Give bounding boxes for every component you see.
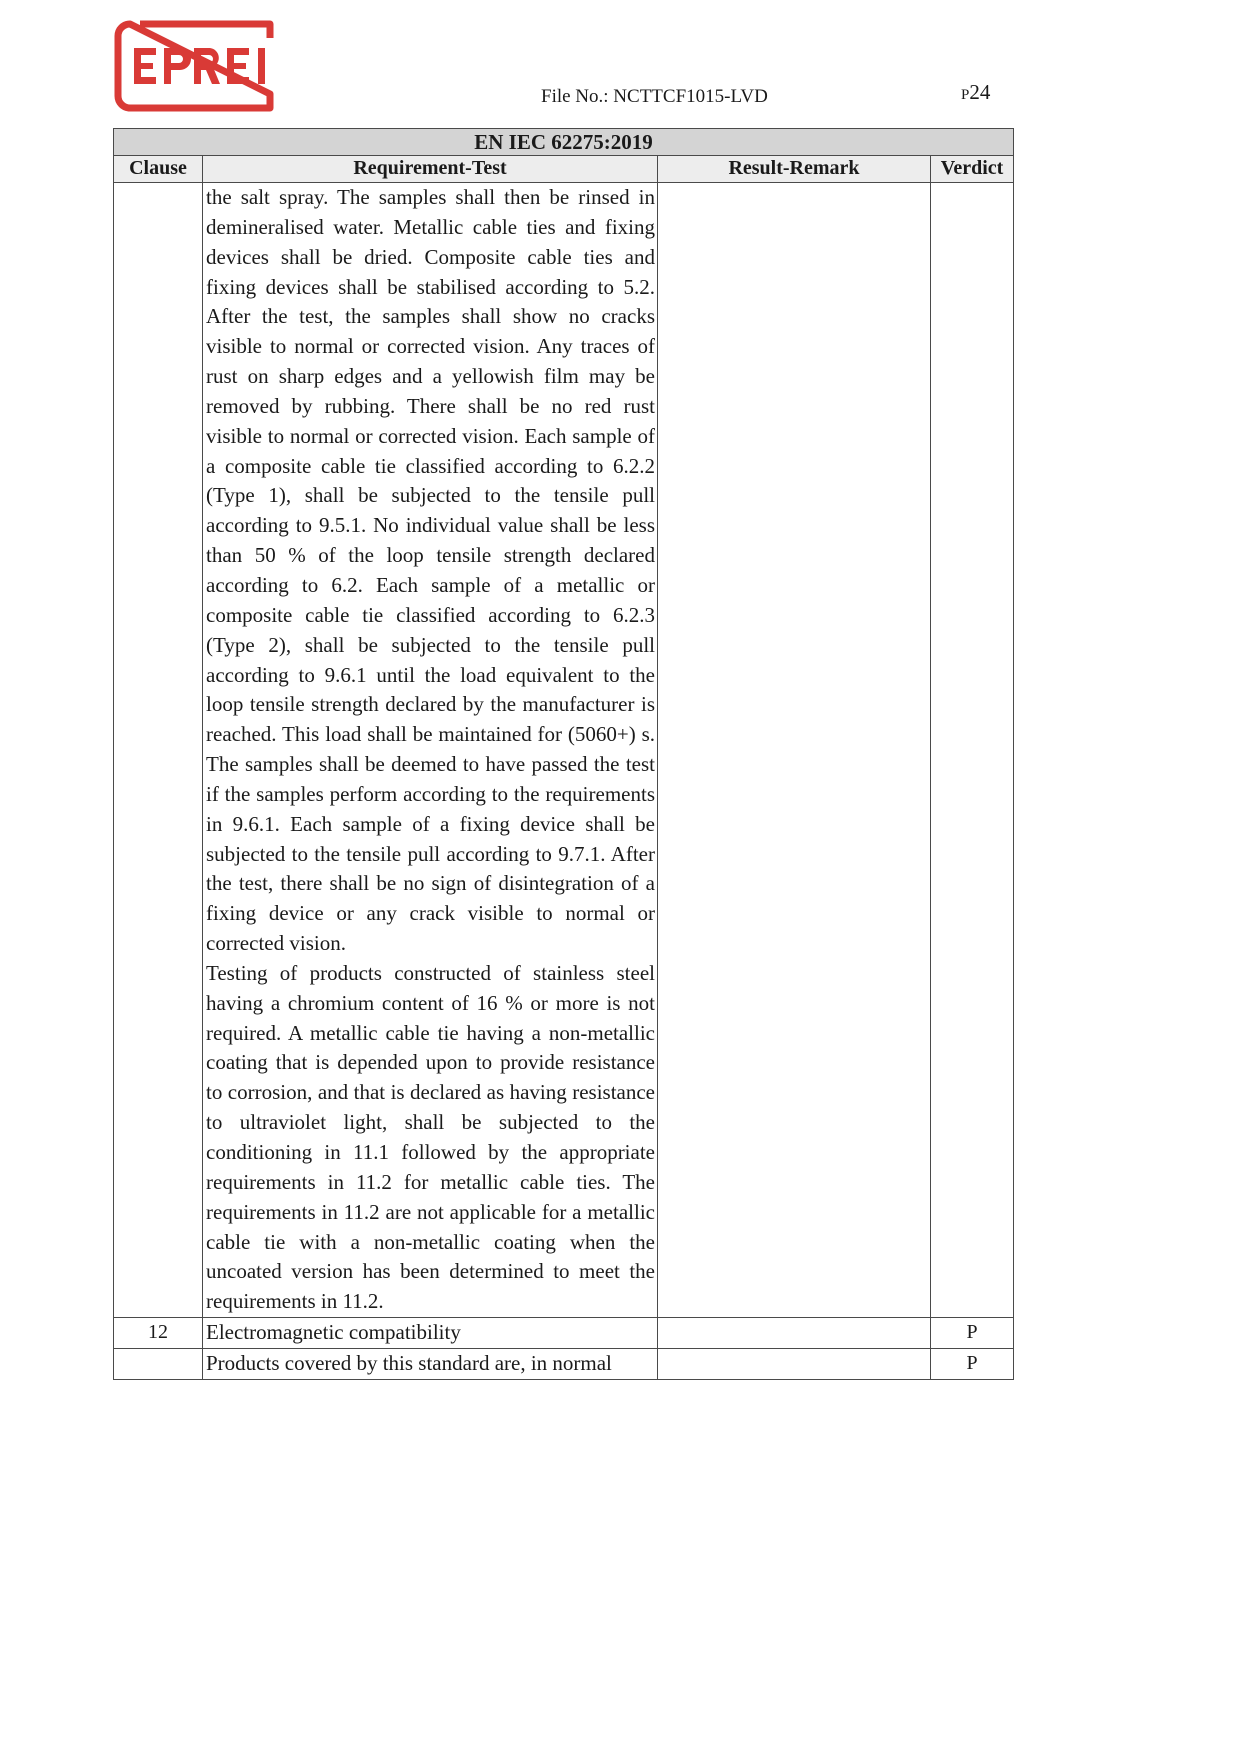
table-row [114, 1348, 1014, 1379]
column-header-clause: Clause [114, 156, 203, 183]
result-cell [658, 1318, 931, 1349]
page-number-value: 24 [969, 80, 991, 104]
requirement-cell [203, 183, 658, 1318]
result-cell [658, 183, 931, 1318]
standard-row [114, 129, 1014, 156]
column-header-row [114, 156, 1014, 183]
verdict-cell: P [931, 1348, 1014, 1379]
page-number [961, 80, 990, 105]
clause-cell [114, 1348, 203, 1379]
verdict-cell: P [931, 1318, 1014, 1349]
clause-cell [114, 183, 203, 1318]
page-prefix: P [961, 87, 970, 103]
verdict-cell [931, 183, 1014, 1318]
file-number: File No.: NCTTCF1015-LVD [541, 86, 768, 107]
requirement-paragraph: Testing of products constructed of stainless steel having a chromium content of 16 % or more is not required. A metallic cable tie having a non-metallic coating that is depended upon to provide resistance to corrosion, and that is declared as having resistance to ultraviolet light, shall be subjected to the conditioning in 11.1 followed by the appropriate requirements in 11.2 for metallic cable ties. The requirements in 11.2 are not applicable for a metallic cable tie with a non-metallic coating when the uncoated version has been determined to meet the requirements in 11.2. [206, 960, 655, 1314]
result-cell [658, 1348, 931, 1379]
column-header-result: Result-Remark [658, 156, 931, 183]
eprei-logo [114, 20, 278, 112]
column-header-verdict: Verdict [931, 156, 1014, 183]
test-report-table [113, 128, 1014, 1380]
table-row [114, 1318, 1014, 1349]
requirement-paragraph: the salt spray. The samples shall then be rinsed in demineralised water. Metallic cable ties and fixing devices shall be dried. Composite cable ties and fixing devices shall be stabilised according to 5.2. After the test, the samples shall show no cracks visible to normal or corrected vision. Any traces of rust on sharp edges and a yellowish film may be removed by rubbing. There shall be no red rust visible to normal or corrected vision. Each sample of a composite cable tie classified according to 6.2.2 (Type 1), shall be subjected to the tensile pull according to 9.5.1. No individual value shall be less than 50 % of the loop tensile strength declared according to 6.2. Each sample of a metallic or composite cable tie classified according to 6.2.3 (Type 2), shall be subjected to the tensile pull according to 9.6.1 until the load equivalent to the loop tensile strength declared by the manufacturer is reached. This load shall be maintained for (5060+) s. The samples shall be deemed to have passed the test if the samples perform according to the requirements in 9.6.1. Each sample of a fixing device shall be subjected to the tensile pull according to 9.7.1. After the test, there shall be no sign of disintegration of a fixing device or any crack visible to normal or corrected vision. [206, 185, 655, 956]
requirement-cell: Products covered by this standard are, in normal [203, 1348, 658, 1379]
column-header-requirement: Requirement-Test [203, 156, 658, 183]
table-row [114, 183, 1014, 1318]
standard-title: EN IEC 62275:2019 [114, 129, 1014, 156]
clause-cell: 12 [114, 1318, 203, 1349]
requirement-cell: Electromagnetic compatibility [203, 1318, 658, 1349]
